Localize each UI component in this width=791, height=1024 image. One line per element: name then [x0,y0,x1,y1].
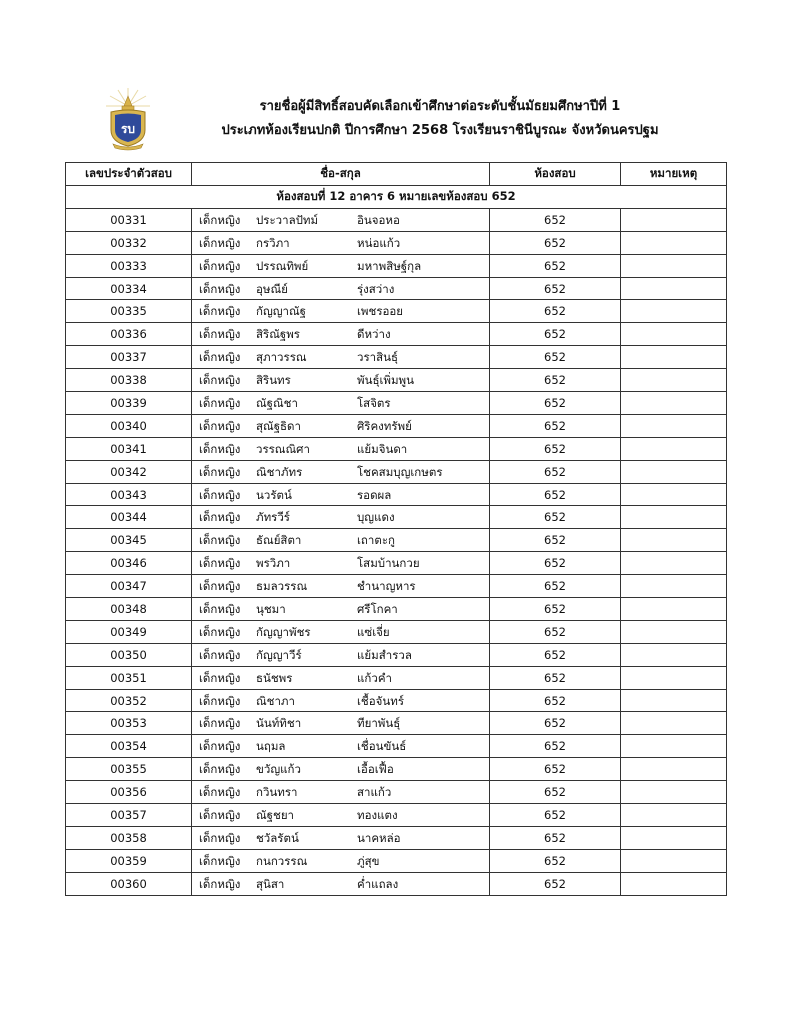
name-cell [192,666,490,689]
table-row [66,369,727,392]
name-cell [192,643,490,666]
name-cell [192,346,490,369]
table-row [66,552,727,575]
last-name: แซ่เจี่ย [357,624,390,639]
last-name: นาคหล่อ [357,830,401,845]
first-name: สุภาวรรณ [256,350,307,365]
name-cell [192,323,490,346]
name-cell [192,552,490,575]
first-name: สุณัฐธิดา [256,418,301,433]
table-header-row [66,163,727,186]
exam-room-cell: 652 [490,620,621,643]
first-name: กวินทรา [256,785,298,800]
exam-room-cell: 652 [490,643,621,666]
exam-room-cell: 652 [490,781,621,804]
last-name: สาแก้ว [357,785,392,800]
remark-cell [621,300,727,323]
exam-room-cell: 652 [490,414,621,437]
first-name: กัญญาวีร์ [256,647,302,662]
name-cell [192,231,490,254]
name-cell [192,735,490,758]
exam-id-cell: 00359 [66,849,192,872]
exam-room-cell: 652 [490,575,621,598]
name-prefix: เด็กหญิง [199,853,241,868]
name-prefix: เด็กหญิง [199,441,241,456]
table-row [66,437,727,460]
name-prefix: เด็กหญิง [199,876,241,891]
first-name: นฤมล [256,739,286,754]
remark-cell [621,392,727,415]
name-cell [192,369,490,392]
name-prefix: เด็กหญิง [199,327,241,342]
exam-id-cell: 00358 [66,826,192,849]
first-name: ณิชาภา [256,693,295,708]
last-name: แย้มสำรวล [357,647,412,662]
remark-cell [621,208,727,231]
remark-cell [621,483,727,506]
first-name: ณัฐชยา [256,808,295,823]
table-row [66,643,727,666]
last-name: รอดผล [357,487,392,502]
last-name: หน่อแก้ว [357,235,401,250]
exam-id-cell: 00344 [66,506,192,529]
first-name: กนกวรรณ [256,853,308,868]
exam-room-cell: 652 [490,437,621,460]
school-emblem-icon [103,86,153,152]
remark-cell [621,598,727,621]
table-row [66,483,727,506]
first-name: ธมลวรรณ [256,579,308,594]
exam-id-cell: 00337 [66,346,192,369]
remark-cell [621,804,727,827]
exam-room-cell: 652 [490,849,621,872]
name-cell [192,598,490,621]
last-name: เอื้อเฟื้อ [357,762,394,777]
name-prefix: เด็กหญิง [199,281,241,296]
exam-id-cell: 00346 [66,552,192,575]
table-row [66,346,727,369]
remark-cell [621,735,727,758]
exam-id-cell: 00331 [66,208,192,231]
remark-cell [621,712,727,735]
exam-id-cell: 00352 [66,689,192,712]
name-cell [192,872,490,895]
exam-room-cell: 652 [490,208,621,231]
first-name: ขวัญแก้ว [256,762,301,777]
name-prefix: เด็กหญิง [199,693,241,708]
name-prefix: เด็กหญิง [199,624,241,639]
table-row [66,529,727,552]
exam-room-cell: 652 [490,369,621,392]
name-prefix: เด็กหญิง [199,785,241,800]
remark-cell [621,666,727,689]
exam-room-cell: 652 [490,277,621,300]
first-name: สุนิสา [256,876,285,891]
exam-room-cell: 652 [490,552,621,575]
exam-room-cell: 652 [490,598,621,621]
name-prefix: เด็กหญิง [199,487,241,502]
name-prefix: เด็กหญิง [199,556,241,571]
first-name: ภัทรวีร์ [256,510,290,525]
first-name: ประวาลปัทม์ [256,212,319,227]
table-row [66,826,727,849]
document-title: รายชื่อผู้มีสิทธิ์สอบคัดเลือกเข้าศึกษาต่อระดับชั้นมัธยมศึกษาปีที่ 1 [259,99,621,114]
last-name: ดีหว่าง [357,327,391,342]
name-prefix: เด็กหญิง [199,510,241,525]
exam-id-cell: 00334 [66,277,192,300]
table-row [66,460,727,483]
last-name: มหาพสิษฐ์กุล [357,258,422,273]
last-name: แย้มจินดา [357,441,408,456]
name-cell [192,414,490,437]
name-cell [192,392,490,415]
remark-cell [621,620,727,643]
first-name: นุชมา [256,602,286,617]
name-cell [192,781,490,804]
name-prefix: เด็กหญิง [199,396,241,411]
name-prefix: เด็กหญิง [199,464,241,479]
name-prefix: เด็กหญิง [199,304,241,319]
remark-cell [621,529,727,552]
last-name: โชคสมบุญเกษตร [357,464,443,479]
exam-room-cell: 652 [490,804,621,827]
name-prefix: เด็กหญิง [199,647,241,662]
last-name: ค่ำแถลง [357,876,399,891]
table-row [66,392,727,415]
first-name: ณัฐณิชา [256,396,298,411]
exam-room-cell: 652 [490,346,621,369]
name-prefix: เด็กหญิง [199,670,241,685]
exam-id-cell: 00357 [66,804,192,827]
table-row [66,254,727,277]
name-cell [192,849,490,872]
last-name: พันธุ์เพิ่มพูน [357,373,414,388]
table-row [66,758,727,781]
name-cell [192,575,490,598]
exam-id-cell: 00349 [66,620,192,643]
page-header [0,0,791,160]
last-name: เชื่อนขันธ์ [357,739,407,754]
remark-cell [621,849,727,872]
table-row [66,620,727,643]
remark-cell [621,872,727,895]
last-name: ทองแตง [357,808,398,823]
exam-id-cell: 00340 [66,414,192,437]
name-cell [192,529,490,552]
exam-room-cell: 652 [490,483,621,506]
exam-room-cell: 652 [490,826,621,849]
remark-cell [621,781,727,804]
name-prefix: เด็กหญิง [199,716,241,731]
exam-id-cell: 00355 [66,758,192,781]
name-prefix: เด็กหญิง [199,350,241,365]
remark-cell [621,758,727,781]
column-header-name: ชื่อ-สกุล [192,163,490,186]
table-row [66,781,727,804]
last-name: ศิริคงทรัพย์ [357,418,412,433]
exam-room-cell: 652 [490,758,621,781]
last-name: ทียาพันธุ์ [357,716,401,731]
exam-room-cell: 652 [490,735,621,758]
last-name: อินจอหอ [357,212,400,227]
remark-cell [621,231,727,254]
name-cell [192,460,490,483]
remark-cell [621,254,727,277]
first-name: ปรรณทิพย์ [256,258,309,273]
exam-id-cell: 00342 [66,460,192,483]
exam-id-cell: 00347 [66,575,192,598]
name-cell [192,208,490,231]
table-row [66,735,727,758]
name-cell [192,689,490,712]
last-name: เชื้อจันทร์ [357,693,404,708]
last-name: รุ่งสว่าง [357,281,395,296]
first-name: อุษณีย์ [256,281,288,296]
last-name: ชำนาญหาร [357,579,416,594]
remark-cell [621,460,727,483]
last-name: เพชรออย [357,304,404,319]
table-row [66,414,727,437]
table-row [66,666,727,689]
exam-id-cell: 00335 [66,300,192,323]
remark-cell [621,277,727,300]
name-cell [192,506,490,529]
exam-id-cell: 00353 [66,712,192,735]
table-row [66,208,727,231]
name-cell [192,277,490,300]
remark-cell [621,826,727,849]
exam-id-cell: 00345 [66,529,192,552]
first-name: นันท์ทิชา [256,716,302,731]
exam-id-cell: 00343 [66,483,192,506]
exam-id-cell: 00336 [66,323,192,346]
first-name: ธัณย์สิตา [256,533,302,548]
table-row [66,300,727,323]
logo-monogram: รบ [120,122,136,136]
candidate-table [65,162,727,896]
name-prefix: เด็กหญิง [199,235,241,250]
exam-id-cell: 00332 [66,231,192,254]
name-prefix: เด็กหญิง [199,533,241,548]
name-cell [192,300,490,323]
name-prefix: เด็กหญิง [199,258,241,273]
remark-cell [621,506,727,529]
last-name: โสจิตร [357,396,391,411]
remark-cell [621,552,727,575]
first-name: ณิชาภัทร [256,464,303,479]
table-row [66,575,727,598]
remark-cell [621,323,727,346]
exam-room-cell: 652 [490,254,621,277]
exam-room-cell: 652 [490,460,621,483]
exam-id-cell: 00356 [66,781,192,804]
exam-id-cell: 00341 [66,437,192,460]
name-prefix: เด็กหญิง [199,830,241,845]
exam-id-cell: 00339 [66,392,192,415]
room-heading-row [66,186,727,209]
last-name: บุญแดง [357,510,395,525]
column-header-id: เลขประจำตัวสอบ [66,163,192,186]
name-cell [192,712,490,735]
last-name: เถาตะกู [357,533,395,548]
exam-room-cell: 652 [490,872,621,895]
name-prefix: เด็กหญิง [199,762,241,777]
name-prefix: เด็กหญิง [199,373,241,388]
name-prefix: เด็กหญิง [199,418,241,433]
remark-cell [621,689,727,712]
name-prefix: เด็กหญิง [199,212,241,227]
first-name: ธนัชพร [256,670,293,685]
name-cell [192,483,490,506]
exam-room-cell: 652 [490,392,621,415]
first-name: วรรณณิศา [256,441,310,456]
table-row [66,712,727,735]
exam-room-cell: 652 [490,666,621,689]
name-prefix: เด็กหญิง [199,808,241,823]
table-row [66,598,727,621]
name-prefix: เด็กหญิง [199,739,241,754]
first-name: กรวิภา [256,235,290,250]
column-header-note: หมายเหตุ [621,163,727,186]
name-cell [192,758,490,781]
exam-id-cell: 00338 [66,369,192,392]
exam-id-cell: 00360 [66,872,192,895]
exam-id-cell: 00354 [66,735,192,758]
last-name: โสมบ้านกวย [357,556,420,571]
last-name: ศรีโกคา [357,602,398,617]
exam-room-cell: 652 [490,506,621,529]
table-row [66,231,727,254]
table-row [66,506,727,529]
exam-room-cell: 652 [490,323,621,346]
name-cell [192,804,490,827]
remark-cell [621,346,727,369]
table-row [66,277,727,300]
room-heading: ห้องสอบที่ 12 อาคาร 6 หมายเลขห้องสอบ 652 [66,186,727,209]
first-name: กัญญาพัชร [256,624,311,639]
first-name: สิรินทร [256,373,291,388]
name-cell [192,826,490,849]
last-name: แก้วคำ [357,670,392,685]
remark-cell [621,437,727,460]
first-name: พรวิภา [256,556,291,571]
last-name: วราสินธุ์ [357,350,398,365]
exam-room-cell: 652 [490,231,621,254]
document-subtitle: ประเภทห้องเรียนปกติ ปีการศึกษา 2568 โรงเรียนราชินีบูรณะ จังหวัดนครปฐม [221,123,659,138]
first-name: กัญญาณัฐ [256,304,307,319]
remark-cell [621,369,727,392]
remark-cell [621,643,727,666]
exam-room-cell: 652 [490,300,621,323]
exam-id-cell: 00350 [66,643,192,666]
exam-id-cell: 00351 [66,666,192,689]
name-prefix: เด็กหญิง [199,602,241,617]
remark-cell [621,575,727,598]
table-row [66,323,727,346]
exam-room-cell: 652 [490,712,621,735]
name-cell [192,254,490,277]
exam-id-cell: 00333 [66,254,192,277]
table-row [66,804,727,827]
column-header-room: ห้องสอบ [490,163,621,186]
last-name: ภู่สุข [357,853,380,868]
table-row [66,872,727,895]
first-name: ชวัลรัตน์ [256,830,299,845]
exam-id-cell: 00348 [66,598,192,621]
first-name: นวรัตน์ [256,487,292,502]
exam-room-cell: 652 [490,689,621,712]
name-prefix: เด็กหญิง [199,579,241,594]
table-row [66,689,727,712]
exam-room-cell: 652 [490,529,621,552]
remark-cell [621,414,727,437]
name-cell [192,620,490,643]
name-cell [192,437,490,460]
table-row [66,849,727,872]
first-name: สิริณัฐพร [256,327,300,342]
